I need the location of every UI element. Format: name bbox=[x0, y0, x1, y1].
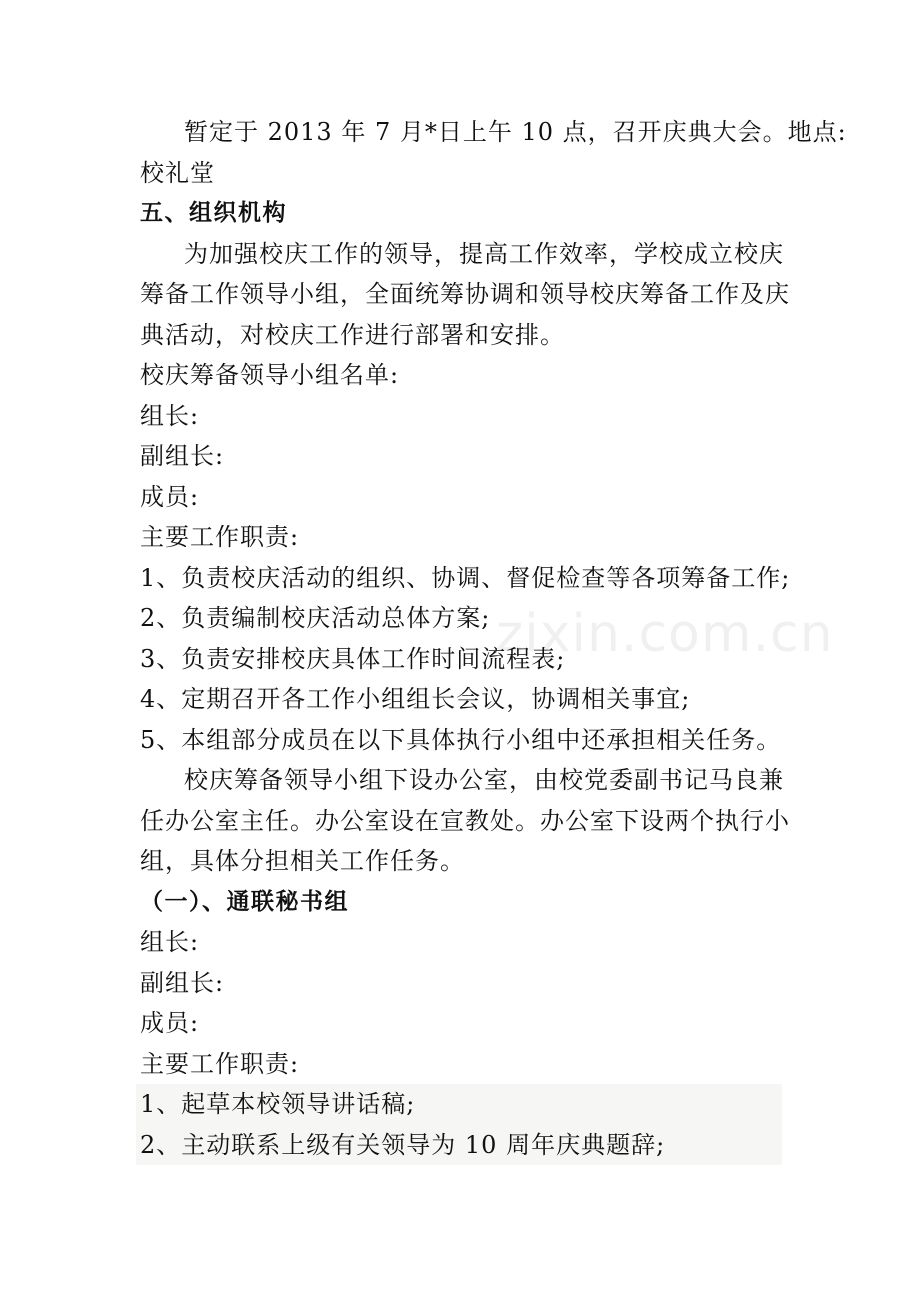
document-page bbox=[140, 112, 847, 1165]
field-label: 成员: bbox=[140, 482, 200, 511]
paragraph-line: 校礼堂 bbox=[140, 158, 215, 187]
list-item: 1、负责校庆活动的组织、协调、督促检查等各项筹备工作; bbox=[140, 563, 791, 592]
section-heading: 五、组织机构 bbox=[140, 200, 287, 226]
list-item: 4、定期召开各工作小组组长会议，协调相关事宜; bbox=[140, 685, 691, 713]
field-label: 副组长: bbox=[140, 442, 225, 470]
field-label: 组长: bbox=[140, 401, 200, 430]
list-item: 2、负责编制校庆活动总体方案; bbox=[140, 604, 491, 632]
paragraph-line: 校庆筹备领导小组下设办公室，由校党委副书记马良兼 bbox=[184, 766, 784, 794]
list-item: 1、起草本校领导讲话稿; bbox=[136, 1084, 782, 1125]
field-label: 主要工作职责: bbox=[140, 1049, 300, 1078]
paragraph-line: 筹备工作领导小组，全面统筹协调和领导校庆筹备工作及庆 bbox=[140, 280, 790, 308]
paragraph-line: 典活动，对校庆工作进行部署和安排。 bbox=[140, 320, 565, 349]
watermark: zixin.com.cn bbox=[496, 604, 834, 664]
field-label: 主要工作职责: bbox=[140, 523, 300, 551]
paragraph-line: 为加强校庆工作的领导，提高工作效率，学校成立校庆 bbox=[184, 239, 784, 268]
list-item: 5、本组部分成员在以下具体执行小组中还承担相关任务。 bbox=[140, 725, 782, 754]
list-title: 校庆筹备领导小组名单: bbox=[140, 361, 400, 389]
list-item: 3、负责安排校庆具体工作时间流程表; bbox=[140, 644, 566, 673]
list-item: 2、主动联系上级有关领导为 10 周年庆典题辞; bbox=[136, 1125, 782, 1166]
field-label: 副组长: bbox=[140, 968, 225, 997]
field-label: 成员: bbox=[140, 1009, 200, 1037]
paragraph-line: 组，具体分担相关工作任务。 bbox=[140, 847, 465, 875]
subsection-heading: （一）、通联秘书组 bbox=[140, 888, 349, 915]
field-label: 组长: bbox=[140, 928, 200, 956]
paragraph-line: 暂定于 2013 年 7 月*日上午 10 点，召开庆典大会。地点: bbox=[184, 118, 847, 146]
paragraph-line: 任办公室主任。办公室设在宣教处。办公室下设两个执行小 bbox=[140, 806, 790, 835]
